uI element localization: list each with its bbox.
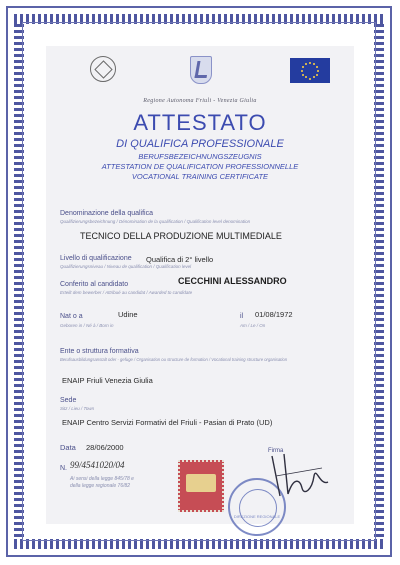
seat-translations: Sitz / Lieu / Town (60, 406, 95, 411)
eu-star-icon (302, 66, 304, 68)
signature-icon (262, 446, 332, 506)
birth-date: 01/08/1972 (255, 310, 293, 319)
institution-value: ENAIP Friuli Venezia Giulia (62, 376, 153, 385)
law-line-1: Ai sensi della legge 845/78 e (70, 476, 134, 482)
eu-star-icon (313, 63, 315, 65)
eu-flag-icon (290, 58, 330, 83)
date-value: 28/06/2000 (86, 443, 124, 452)
signature-label: Firma (268, 448, 284, 454)
candidate-name: CECCHINI ALESSANDRO (178, 276, 287, 286)
eu-star-icon (305, 63, 307, 65)
qualification-translations: Qualifizierungsbezeichnung / Dénomination de la qualification / Qualification level denomination (60, 219, 251, 224)
level-value: Qualifica di 2° livello (146, 255, 214, 264)
date-label: Data (60, 443, 76, 452)
document-title: ATTESTATO (133, 110, 267, 135)
seat-label: Sede (60, 397, 77, 404)
eu-star-icon (313, 76, 315, 78)
birth-translations-right: Am / Le / On (240, 323, 266, 328)
level-label: Livello di qualificazione (60, 255, 132, 262)
region-heading: Regione Autonoma Friuli - Venezia Giulia (143, 98, 257, 104)
born-text: Nat (60, 313, 71, 320)
qualification-label: Denominazione della qualifica (60, 210, 154, 217)
eu-star-icon (305, 76, 307, 78)
birth-place: Udine (118, 310, 138, 319)
registration-number: 99/4541020/04 (70, 460, 125, 470)
born-suffix: o a (72, 313, 83, 320)
italian-emblem-icon (90, 56, 116, 82)
institution-translations: Berufsausbildungsanstalt oder - gefuge / Organisation ou structure de formation / Vocational training structure organisation (60, 357, 288, 362)
eu-star-icon (316, 66, 318, 68)
subtitle-french: ATTESTATION DE QUALIFICATION PROFESSIONNELLE (101, 162, 299, 171)
eu-star-icon (301, 70, 303, 72)
qualification-value: TECNICO DELLA PRODUZIONE MULTIMEDIALE (80, 231, 282, 241)
subtitle-italian: DI QUALIFICA PROFESSIONALE (116, 138, 284, 150)
eu-star-icon (302, 74, 304, 76)
born-on-label: il (240, 313, 244, 320)
candidate-label: Conferito al candidato (60, 281, 129, 288)
registration-prefix: N. (60, 465, 67, 472)
stamp-text: DIREZIONE REGIONALE (233, 514, 281, 519)
region-logo-icon (190, 56, 212, 84)
institution-label: Ente o struttura formativa (60, 348, 139, 355)
eu-star-icon (316, 74, 318, 76)
eu-star-icon (317, 70, 319, 72)
candidate-translations: Erteilt dem bewerber / Attribué au candidat / Awarded to candidate (60, 290, 193, 295)
eu-star-icon (309, 62, 311, 64)
revenue-stamp-icon (178, 460, 224, 512)
subtitle-german: BERUFSBEZEICHNUNGSZEUGNIS (138, 152, 262, 161)
subtitle-english: VOCATIONAL TRAINING CERTIFICATE (131, 172, 269, 181)
eu-star-icon (309, 78, 311, 80)
law-line-2: della legge regionale 76/82 (70, 483, 131, 489)
seat-value: ENAIP Centro Servizi Formativi del Friuli - Pasian di Prato (UD) (62, 418, 273, 427)
born-label (60, 313, 83, 320)
birth-translations-left: Geboren in / Né à / Born in (60, 323, 114, 328)
level-translations: Qualifizierungsniveau / Niveau de qualification / Qualification level (60, 264, 192, 269)
